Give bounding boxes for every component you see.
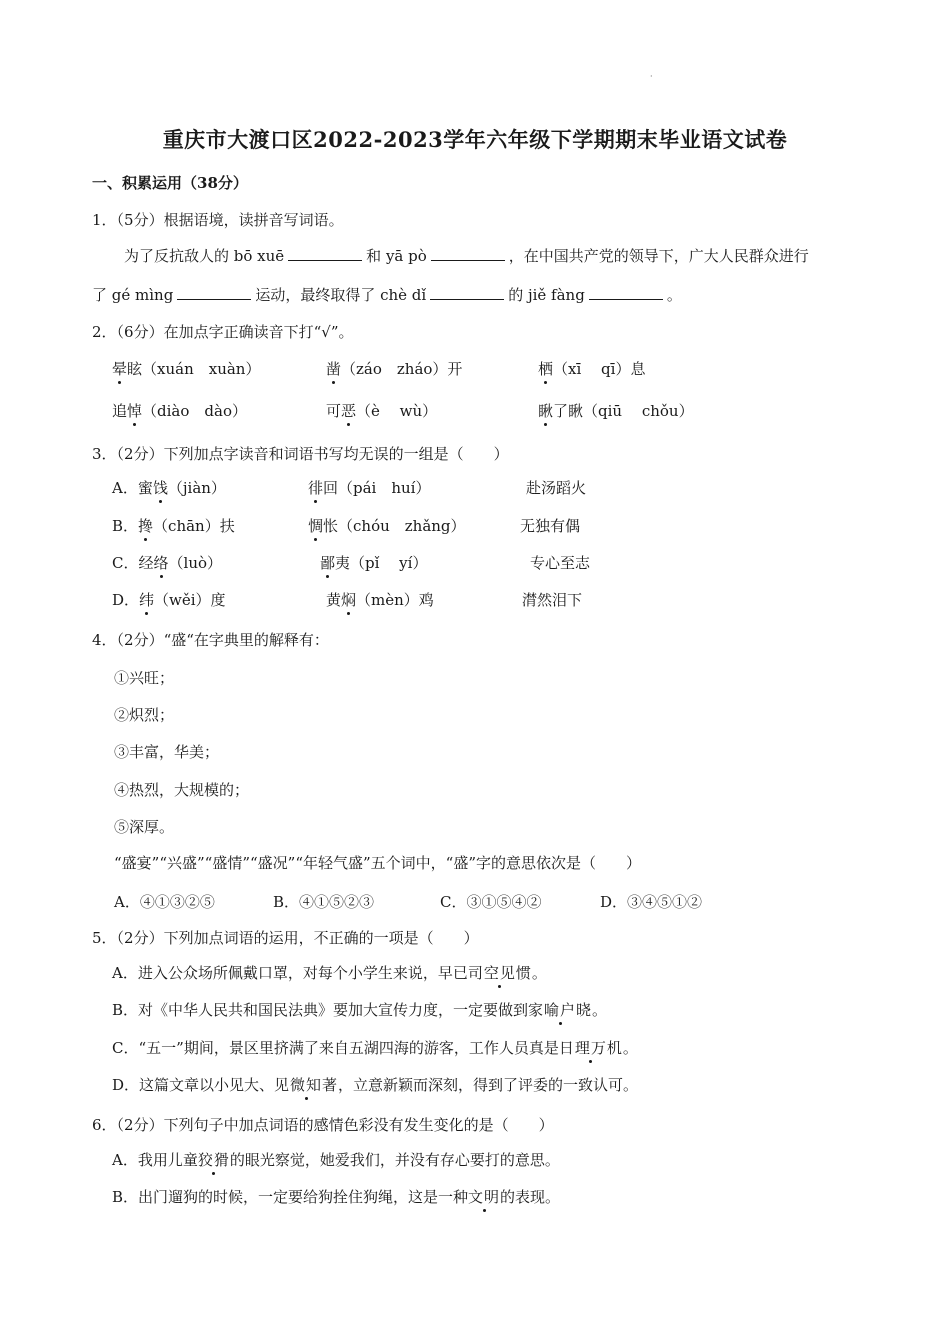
q2-item: 可恶（è wù）	[326, 402, 438, 420]
q1-text: 和 yā pò	[366, 247, 427, 265]
q5-option-d[interactable]: D．这篇文章以小见大、见微知著，立意新颖而深刻，得到了评委的一致认可。	[112, 1076, 639, 1094]
q1-text: 为了反抗敌人的 bō xuē	[124, 247, 285, 265]
q3-stem: 3．（2分）下列加点字读音和词语书写均无误的一组是（ ）	[92, 445, 509, 463]
emphasis-word: 见微知著	[274, 1076, 339, 1094]
emphasis-char: 恶	[341, 402, 357, 420]
emphasis-char: 凿	[326, 360, 342, 378]
q3-option-c[interactable]: C．经络（luò）	[112, 554, 223, 572]
q2-item: 追悼（diào dào）	[112, 402, 247, 420]
emphasis-char: 徘	[308, 479, 324, 497]
q2-item: 栖（xī qī）息	[538, 360, 646, 378]
q4-option-c[interactable]: C．③①⑤④②	[440, 893, 542, 911]
emphasis-char: 纬	[139, 591, 155, 609]
q5-option-b[interactable]: B．对《中华人民共和国民法典》要加大宣传力度，一定要做到家喻户晓。	[112, 1001, 608, 1019]
q4-meaning: ①兴旺；	[114, 669, 175, 687]
emphasis-word: 家喻户晓	[528, 1001, 593, 1019]
q3-cell: 惆怅（chóu zhǎng）	[308, 517, 466, 535]
q2-item: 凿（záo zháo）开	[326, 360, 463, 378]
q1-text: ，在中国共产党的领导下，广大人民群众进行	[508, 247, 809, 265]
emphasis-char: 络	[153, 554, 169, 572]
answer-blank[interactable]	[589, 285, 663, 300]
q2-item: 瞅了瞅（qiū chǒu）	[538, 402, 694, 420]
q3-cell: 专心至志	[530, 554, 591, 572]
q3-option-b[interactable]: B．搀（chān）扶	[112, 517, 235, 535]
q1-text: 运动，最终取得了 chè dǐ	[255, 286, 427, 304]
q1-text: 。	[666, 286, 682, 304]
q6-option-a[interactable]: A．我用儿童狡猾的眼光察觉，她爱我们，并没有存心要打的意思。	[112, 1151, 560, 1169]
q2-item: 晕眩（xuán xuàn）	[112, 360, 261, 378]
emphasis-char: 焖	[341, 591, 357, 609]
q4-meaning: ③丰富，华美；	[114, 743, 220, 761]
q5-stem: 5．（2分）下列加点词语的运用，不正确的一项是（ ）	[92, 929, 479, 947]
answer-blank[interactable]	[431, 246, 505, 261]
q1-line1	[124, 246, 809, 266]
q4-stem: 4．（2分）“盛“在字典里的解释有：	[92, 631, 329, 649]
top-mark: ·	[650, 72, 653, 81]
q1-text: 了 gé mìng	[92, 286, 174, 304]
q4-option-b[interactable]: B．④①⑤②③	[273, 893, 375, 911]
q4-option-d[interactable]: D．③④⑤①②	[600, 893, 703, 911]
emphasis-char: 悼	[127, 402, 143, 420]
emphasis-char: 鄙	[320, 554, 336, 572]
q3-cell: 无独有偶	[520, 517, 581, 535]
emphasis-char: 栖	[538, 360, 554, 378]
answer-blank[interactable]	[430, 285, 504, 300]
emphasis-word: 文明	[468, 1188, 501, 1206]
q4-option-a[interactable]: A．④①③②⑤	[114, 893, 215, 911]
emphasis-word: 司空见惯	[467, 964, 532, 982]
q1-line2	[92, 285, 682, 305]
emphasis-char: 搀	[138, 517, 154, 535]
emphasis-char: 惆	[308, 517, 324, 535]
emphasis-char: 晕	[112, 360, 128, 378]
emphasis-word: 狡猾	[197, 1151, 230, 1169]
answer-blank[interactable]	[288, 246, 362, 261]
q4-meaning: ⑤深厚。	[114, 818, 175, 836]
q1-text: 的 jiě fàng	[508, 286, 585, 304]
q4-meaning: ②炽烈；	[114, 706, 175, 724]
q4-question: “盛宴”“兴盛”“盛情”“盛况”“年轻气盛”五个词中，“盛”字的意思依次是（ ）	[114, 854, 642, 872]
q3-option-d[interactable]: D．纬（wěi）度	[112, 591, 226, 609]
q3-cell: 徘回（pái huí）	[308, 479, 431, 497]
q3-cell: 黄焖（mèn）鸡	[326, 591, 434, 609]
section-heading: 一、积累运用（38分）	[92, 174, 248, 192]
q3-cell: 赴汤蹈火	[526, 479, 587, 497]
answer-blank[interactable]	[177, 285, 251, 300]
q1-stem: 1．（5分）根据语境，读拼音写词语。	[92, 211, 344, 229]
q4-meaning: ④热烈，大规模的；	[114, 781, 250, 799]
emphasis-char: 饯	[152, 479, 168, 497]
emphasis-char: 瞅	[538, 402, 554, 420]
q5-option-a[interactable]: A．进入公众场所佩戴口罩，对每个小学生来说，早已司空见惯。	[112, 964, 547, 982]
q6-option-b[interactable]: B．出门遛狗的时候，一定要给狗拴住狗绳，这是一种文明的表现。	[112, 1188, 561, 1206]
q3-option-a[interactable]: A．蜜饯（jiàn）	[112, 479, 226, 497]
q6-stem: 6．（2分）下列句子中加点词语的感情色彩没有发生变化的是（ ）	[92, 1116, 554, 1134]
q3-cell: 鄙夷（pǐ yí）	[320, 554, 428, 572]
emphasis-word: 日理万机	[558, 1039, 623, 1057]
q5-option-c[interactable]: C．“五一”期间，景区里挤满了来自五湖四海的游客，工作人员真是日理万机。	[112, 1039, 638, 1057]
page-title: 重庆市大渡口区2022-2023学年六年级下学期期末毕业语文试卷	[162, 127, 788, 152]
q2-stem: 2．（6分）在加点字正确读音下打“√”。	[92, 323, 354, 341]
q3-cell: 潸然泪下	[522, 591, 583, 609]
